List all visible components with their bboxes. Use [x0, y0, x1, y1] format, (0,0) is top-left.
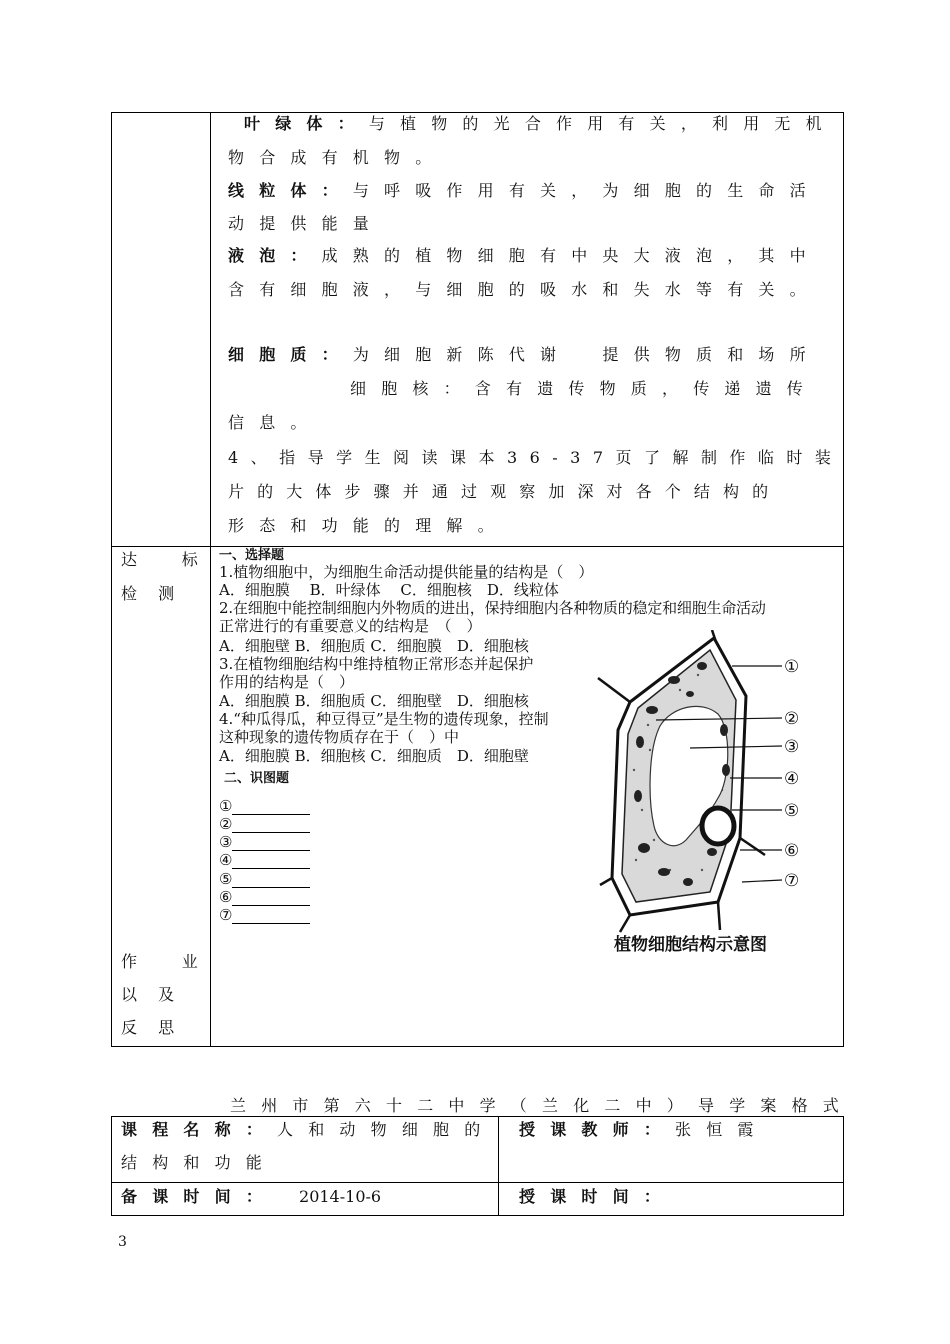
- figure-label-1: ①: [784, 657, 800, 677]
- teacher-value: 张恒霞: [675, 1120, 769, 1139]
- question-3-options: A．细胞膜 B．细胞质 C．细胞壁 D．细胞核: [219, 692, 529, 710]
- question-2-line-1: 2.在细胞中能控制细胞内外物质的进出，保持细胞内各种物质的稳定和细胞生命活动: [219, 599, 766, 617]
- chloroplast-line-1: 叶绿体：与植物的光合作用有关，利用无机: [244, 114, 837, 133]
- label-hw-1: 作 业: [121, 952, 213, 971]
- vacuole-term: 液泡: [228, 246, 291, 265]
- nucleus-line-1: 细胞核：含有遗传物质，传递遗传: [350, 379, 819, 398]
- step4-line-2: 片的大体步骤并通过观察加深对各个结构的: [228, 482, 782, 501]
- question-2-line-2: 正常进行的有重要意义的结构是 （ ）: [219, 617, 482, 635]
- neighbor-wall-bottom-right: [718, 902, 720, 930]
- section-choice-title: 一、选择题: [219, 548, 285, 563]
- question-1-options: A．细胞膜 B．叶绿体 C．细胞核 D．线粒体: [219, 581, 559, 599]
- mitochondria-term: 线粒体: [228, 181, 322, 200]
- teacher-row: 授课教师：张恒霞: [519, 1120, 769, 1139]
- question-3-line-1: 3.在植物细胞结构中维持植物正常形态并起保护: [219, 655, 534, 673]
- blank-7[interactable]: ⑦: [219, 906, 310, 924]
- figure-label-5: ⑤: [784, 801, 800, 821]
- figure-labels: [784, 657, 799, 891]
- course-name-label: 课程名称: [121, 1120, 246, 1139]
- figure-label-7: ⑦: [784, 871, 800, 891]
- table-row-divider: [111, 546, 844, 547]
- question-2-options: A．细胞壁 B．细胞质 C．细胞膜 D．细胞核: [219, 637, 529, 655]
- figure-label-6: ⑥: [784, 841, 800, 861]
- blank-2[interactable]: ②: [219, 815, 310, 833]
- figure-label-4: ④: [784, 769, 800, 789]
- chloroplast-term: 叶绿体: [244, 114, 338, 133]
- neighbor-wall-right: [740, 838, 765, 855]
- nucleus: [702, 808, 734, 844]
- cytoplasm-line: 细胞质：为细胞新陈代谢 提供物质和场所: [228, 345, 821, 364]
- neighbor-wall-bottom-left: [620, 915, 630, 932]
- prep-time-row: 备课时间： 2014-10-6: [121, 1187, 382, 1206]
- question-4-line-1: 4.“种瓜得瓜，种豆得豆”是生物的遗传现象，控制: [219, 710, 549, 728]
- info-table-bottom: [111, 1215, 844, 1216]
- blank-1[interactable]: ①: [219, 797, 310, 815]
- prep-time-label: 备课时间: [121, 1187, 246, 1206]
- figure-label-3: ③: [784, 737, 800, 757]
- vacuole-line-1: 液泡：成熟的植物细胞有中央大液泡，其中: [228, 246, 821, 265]
- blank-4[interactable]: ④: [219, 851, 310, 869]
- question-3-line-2: 作用的结构是（ ）: [219, 673, 355, 691]
- figure-label-2: ②: [784, 709, 800, 729]
- cytoplasm-term: 细胞质: [228, 345, 322, 364]
- table-column-divider: [210, 112, 211, 1047]
- info-table-top: [111, 1116, 844, 1117]
- step4-line-1: 4、指导学生阅读课本36-37页了解制作临时装: [228, 448, 844, 467]
- prep-time-value: 2014-10-6: [299, 1187, 382, 1206]
- label-test-2: 检 测: [121, 584, 183, 603]
- figure-caption: 植物细胞结构示意图: [614, 935, 767, 955]
- neighbor-wall-top-left: [598, 678, 630, 702]
- page-number: 3: [118, 1234, 127, 1250]
- label-test-1: 达 标: [121, 550, 213, 569]
- blank-5[interactable]: ⑤: [219, 870, 310, 888]
- table-top-border: [111, 112, 844, 113]
- neighbor-wall-left: [600, 878, 612, 885]
- vacuole-line-2: 含有细胞液，与细胞的吸水和失水等有关。: [228, 280, 821, 299]
- table-right-border: [843, 112, 844, 1047]
- course-name-row-2: 结构和功能: [121, 1153, 278, 1172]
- section-figure-title: 二、识图题: [224, 771, 290, 786]
- question-1: 1.植物细胞中，为细胞生命活动提供能量的结构是（ ）: [219, 563, 594, 581]
- label-hw-3: 反 思: [121, 1018, 183, 1037]
- plant-cell-figure: [590, 630, 840, 960]
- chloroplast-line-2: 物合成有机物。: [228, 148, 447, 167]
- label-hw-2: 以 及: [121, 985, 183, 1004]
- school-title: 兰州市第六十二中学（兰化二中）导学案格式: [230, 1096, 855, 1115]
- info-table-left: [111, 1116, 112, 1216]
- info-table-right: [843, 1116, 844, 1216]
- info-table-mid: [498, 1116, 499, 1216]
- class-time-label: 授课时间: [519, 1187, 644, 1206]
- course-name-value: 人和动物细胞的: [277, 1120, 496, 1139]
- blank-3[interactable]: ③: [219, 833, 310, 851]
- teacher-label: 授课教师: [519, 1120, 644, 1139]
- course-name-row: 课程名称：人和动物细胞的: [121, 1120, 496, 1139]
- table-left-border: [111, 112, 112, 1047]
- info-table-row: [111, 1182, 844, 1183]
- class-time-row: 授课时间：: [519, 1187, 676, 1206]
- blank-6[interactable]: ⑥: [219, 888, 310, 906]
- question-4-line-2: 这种现象的遗传物质存在于（ ）中: [219, 728, 460, 746]
- nucleus-line-2: 信息。: [228, 413, 322, 432]
- mitochondria-line-1: 线粒体：与呼吸作用有关，为细胞的生命活: [228, 181, 821, 200]
- mitochondria-line-2: 动提供能量: [228, 214, 385, 233]
- step4-line-3: 形态和功能的理解。: [228, 516, 509, 535]
- question-4-options: A．细胞膜 B．细胞核 C．细胞质 D．细胞壁: [219, 747, 529, 765]
- table-bottom-border: [111, 1046, 844, 1047]
